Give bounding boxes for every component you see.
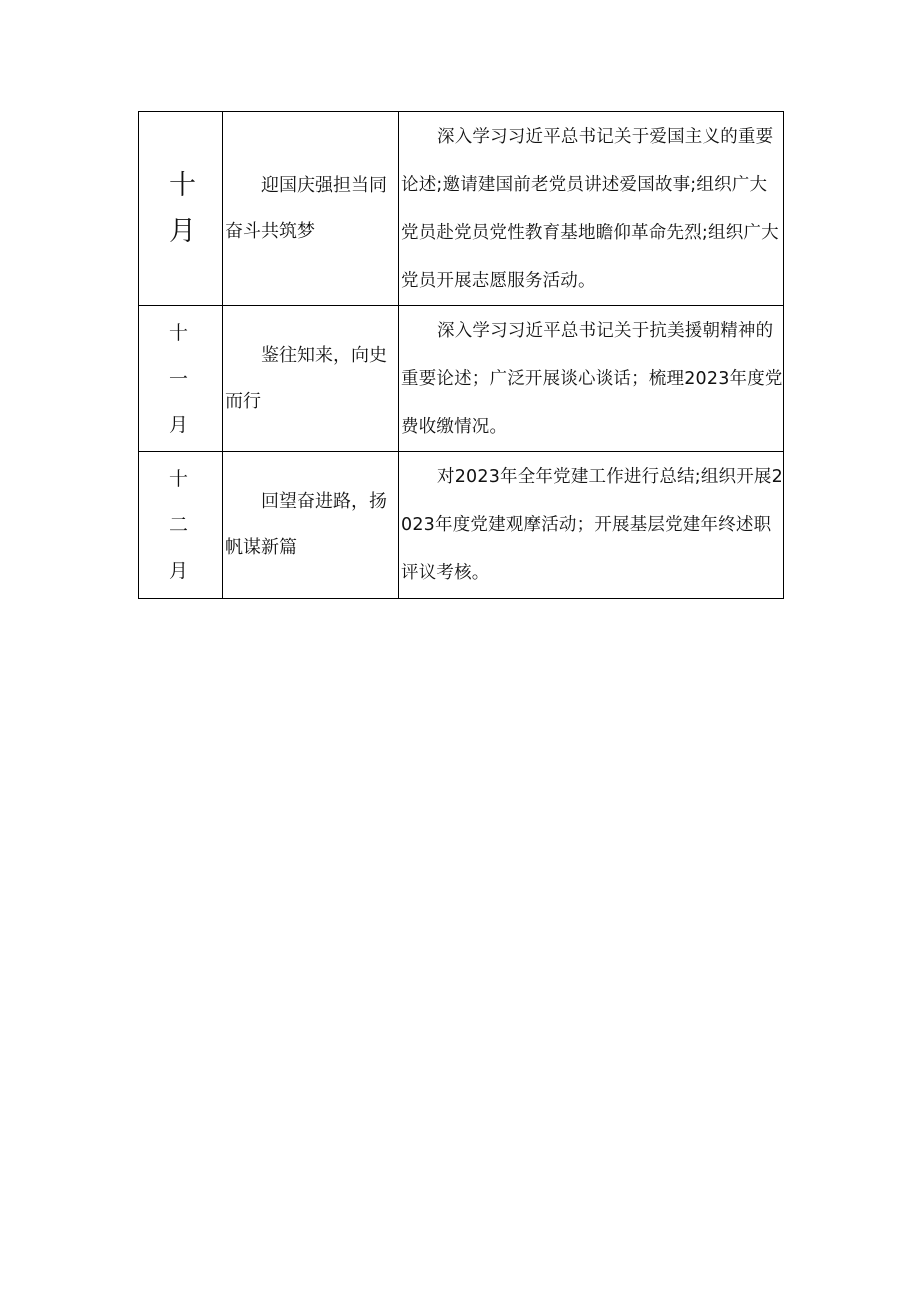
content-cell [399,306,784,452]
theme-cell [223,452,399,599]
content-cell [399,452,784,599]
month-cell [139,452,223,599]
theme-text: 鉴往知来，向史而行 [225,344,387,412]
theme-text: 回望奋进路，扬帆谋新篇 [225,491,387,558]
month-label: 十一月 [169,321,199,436]
content-cell [399,112,784,306]
content-text: 深入学习习近平总书记关于爱国主义的重要论述;邀请建国前老党员讲述爱国故事;组织广大党员赴党员党性教育基地瞻仰革命先烈;组织广大党员开展志愿服务活动。 [401,126,779,291]
month-label: 十月 [169,169,200,247]
table-row [139,306,784,452]
month-label: 十二月 [169,468,199,582]
monthly-plan-table [138,111,784,599]
content-text: 对2023年全年党建工作进行总结;组织开展2023年度党建观摩活动；开展基层党建年终述职评议考核。 [401,467,783,583]
month-cell [139,306,223,452]
content-text: 深入学习习近平总书记关于抗美援朝精神的重要论述；广泛开展谈心谈话；梳理2023年度党费收缴情况。 [401,320,783,437]
table-row [139,452,784,599]
theme-text: 迎国庆强担当同奋斗共筑梦 [225,174,387,242]
theme-cell [223,112,399,306]
table-row [139,112,784,306]
theme-cell [223,306,399,452]
month-cell [139,112,223,306]
